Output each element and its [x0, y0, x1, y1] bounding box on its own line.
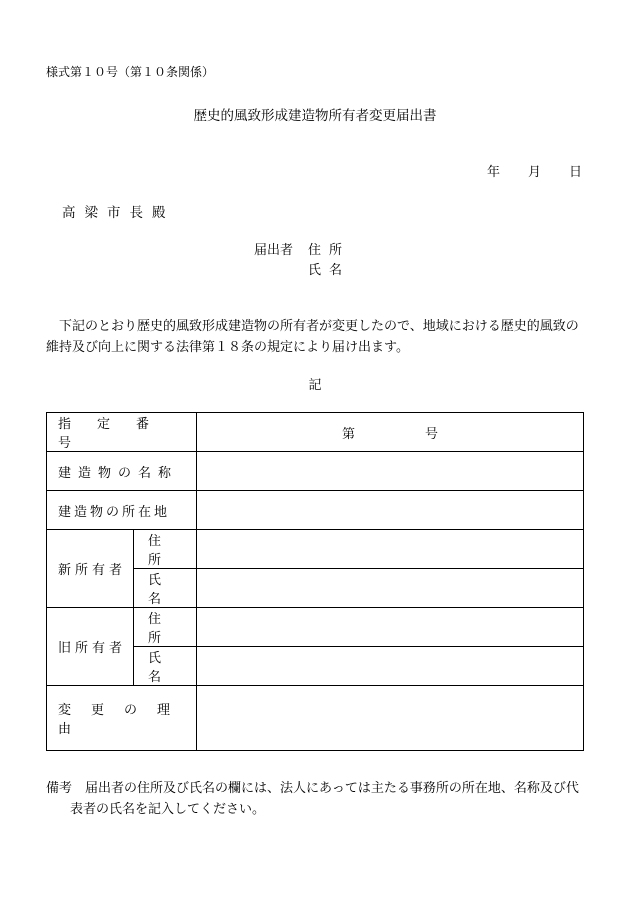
- designation-value-field[interactable]: [197, 413, 584, 452]
- table-row: [47, 530, 584, 569]
- note-line-2: 表者の氏名を記入してください。: [70, 802, 266, 817]
- ki-heading: 記: [308, 378, 322, 393]
- reason-label: 変更の理由: [47, 686, 197, 751]
- building-name-label: 建造物の名称: [47, 452, 197, 491]
- date-year-label: 年: [486, 165, 500, 180]
- note-line-1: 届出者の住所及び氏名の欄には、法人にあっては主たる事務所の所在地、名称及び代: [85, 781, 579, 796]
- building-location-field[interactable]: [197, 491, 584, 530]
- table-row: [47, 491, 584, 530]
- new-owner-name-label-cell: [134, 569, 197, 608]
- designation-prefix: 第: [342, 426, 356, 442]
- new-owner-name-label: 氏名: [148, 573, 176, 607]
- new-owner-name-field[interactable]: [197, 569, 584, 608]
- form-number: 様式第１０号（第１０条関係）: [46, 65, 215, 79]
- new-owner-label: 新所有者: [47, 530, 134, 608]
- designation-label: 指定番号: [58, 417, 176, 451]
- applicant-block: [254, 239, 350, 279]
- old-owner-address-label-cell: [134, 608, 197, 647]
- note-label: 備考: [46, 781, 73, 796]
- date-day-label: 日: [568, 165, 582, 180]
- reason-field[interactable]: [197, 686, 584, 751]
- notification-form-table: [46, 412, 584, 751]
- designation-suffix: 号: [425, 426, 439, 442]
- table-row: [47, 452, 584, 491]
- designation-label-cell: [47, 413, 197, 452]
- date-month-label: 月: [527, 165, 541, 180]
- old-owner-name-field[interactable]: [197, 647, 584, 686]
- addressee: 高梁市長殿: [62, 205, 175, 221]
- old-owner-address-field[interactable]: [197, 608, 584, 647]
- old-owner-name-label-cell: [134, 647, 197, 686]
- old-owner-label: 旧所有者: [47, 608, 134, 686]
- building-name-field[interactable]: [197, 452, 584, 491]
- table-row: [47, 686, 584, 751]
- document-title: 歴史的風致形成建造物所有者変更届出書: [193, 108, 437, 124]
- new-owner-address-field[interactable]: [197, 530, 584, 569]
- old-owner-address-label: 住所: [148, 612, 176, 646]
- new-owner-address-label-cell: [134, 530, 197, 569]
- applicant-name-label: 氏名: [308, 263, 351, 278]
- date-line: [487, 161, 582, 180]
- building-location-label: 建造物の所在地: [47, 491, 197, 530]
- new-owner-address-label: 住所: [148, 534, 176, 568]
- applicant-label: 届出者: [254, 243, 294, 258]
- table-row: [47, 413, 584, 452]
- note: [46, 778, 591, 820]
- applicant-address-label: 住所: [308, 243, 351, 258]
- table-row: [47, 608, 584, 647]
- body-text: 下記のとおり歴史的風致形成建造物の所有者が変更したので、地域における歴史的風致の維持及び向上に関する法律第１８条の規定により届け出ます。: [46, 319, 579, 355]
- old-owner-name-label: 氏名: [148, 651, 176, 685]
